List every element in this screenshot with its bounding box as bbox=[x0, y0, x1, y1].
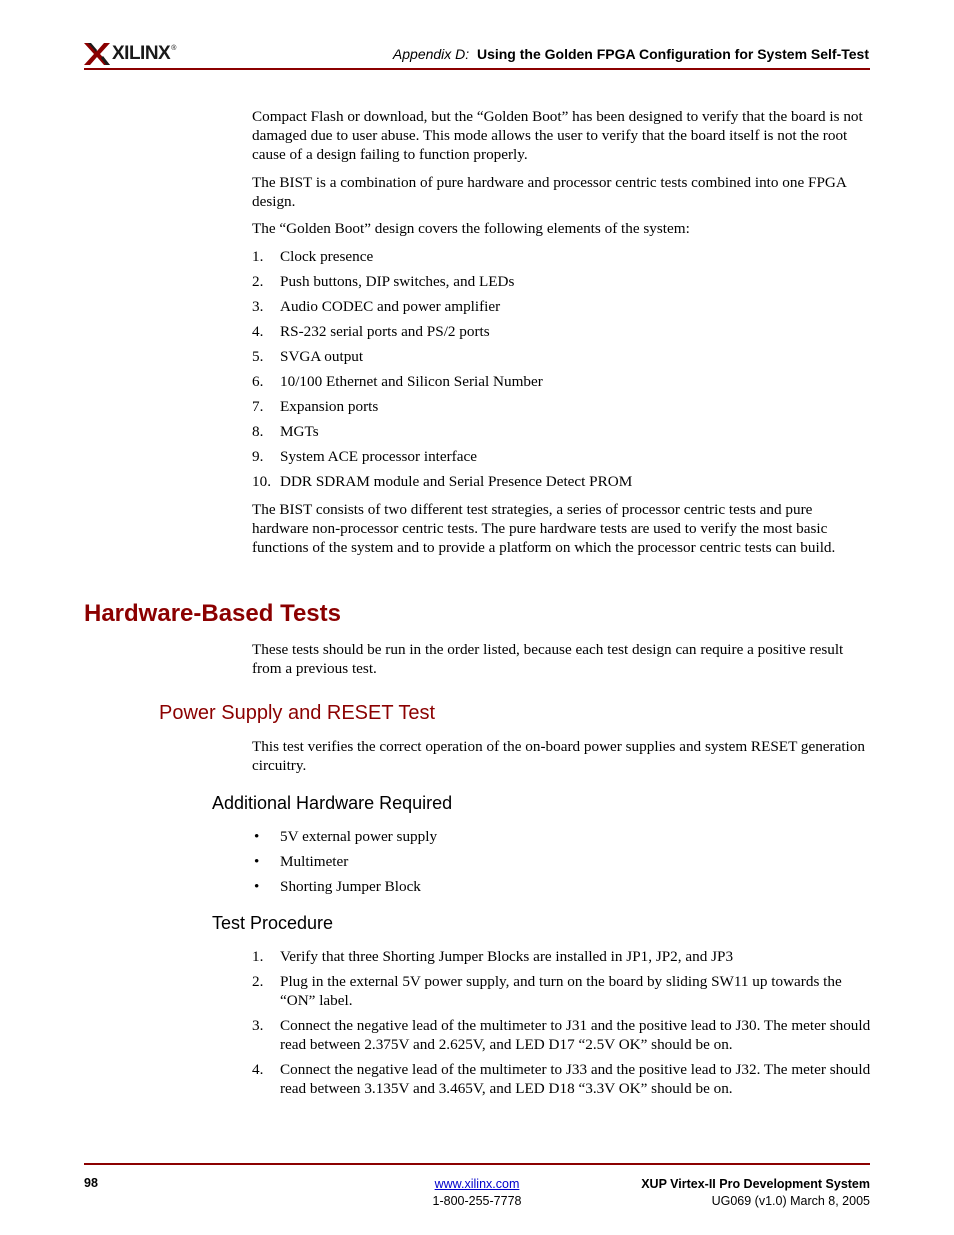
list-number: 1. bbox=[252, 248, 264, 265]
section-title-hardware: Hardware-Based Tests bbox=[84, 600, 341, 627]
list-number: 9. bbox=[252, 448, 264, 465]
xilinx-logo bbox=[84, 41, 194, 67]
intro-paragraph-1 bbox=[252, 107, 870, 164]
list-text: RS-232 serial ports and PS/2 ports bbox=[280, 323, 490, 340]
registered-mark: ® bbox=[171, 44, 177, 52]
list-item bbox=[252, 347, 872, 372]
intro-text-3: The “Golden Boot” design covers the following elements of the system: bbox=[252, 220, 690, 237]
list-item bbox=[252, 827, 852, 852]
power-intro-paragraph bbox=[252, 737, 870, 775]
list-item bbox=[252, 972, 872, 1016]
list-item bbox=[252, 447, 872, 472]
list-item bbox=[252, 1016, 872, 1060]
list-number: 2. bbox=[252, 973, 264, 990]
footer-rule bbox=[84, 1163, 870, 1165]
list-number: 2. bbox=[252, 273, 264, 290]
list-text: Audio CODEC and power amplifier bbox=[280, 298, 501, 315]
list-item bbox=[252, 472, 872, 497]
header-rule bbox=[84, 68, 870, 70]
footer-product bbox=[641, 1176, 870, 1210]
list-text: MGTs bbox=[280, 423, 319, 440]
document-id: UG069 (v1.0) March 8, 2005 bbox=[711, 1194, 870, 1208]
list-text: 10/100 Ethernet and Silicon Serial Number bbox=[280, 373, 543, 390]
list-number: 3. bbox=[252, 1017, 264, 1034]
page-number: 98 bbox=[84, 1176, 98, 1190]
list-text: Clock presence bbox=[280, 248, 374, 265]
list-text: Multimeter bbox=[280, 853, 349, 870]
list-text: SVGA output bbox=[280, 348, 364, 365]
list-item bbox=[252, 272, 872, 297]
list-item bbox=[252, 372, 872, 397]
elements-list bbox=[252, 247, 872, 497]
xilinx-logo-text: XILINX bbox=[112, 43, 171, 64]
list-text: Verify that three Shorting Jumper Blocks are installed in JP1, JP2, and JP3 bbox=[280, 948, 734, 965]
hardware-intro-paragraph bbox=[252, 640, 870, 678]
list-item bbox=[252, 397, 872, 422]
list-text: Connect the negative lead of the multimeter to J31 and the positive lead to J30. The meter should read between 2.375V and 2.625V, and LED D17 “2.5V OK” should be on. bbox=[280, 1017, 871, 1053]
list-text: Push buttons, DIP switches, and LEDs bbox=[280, 273, 515, 290]
intro-text-1: Compact Flash or download, but the “Golden Boot” has been designed to verify that the board is not damaged due to user abuse. This mode allows the user to verify that the board itself is not the root cause of a design failing to function properly. bbox=[252, 108, 863, 163]
list-item bbox=[252, 247, 872, 272]
bullet-glyph: • bbox=[254, 878, 260, 895]
list-item bbox=[252, 1060, 872, 1104]
list-text: Plug in the external 5V power supply, and turn on the board by sliding SW11 up towards the “ON” label. bbox=[280, 973, 842, 1009]
list-item bbox=[252, 297, 872, 322]
list-number: 4. bbox=[252, 323, 264, 340]
chapter-title: Using the Golden FPGA Configuration for System Self-Test bbox=[476, 46, 869, 62]
hardware-list bbox=[252, 827, 852, 902]
list-item bbox=[252, 852, 852, 877]
subsection-title-power: Power Supply and RESET Test bbox=[159, 702, 436, 724]
list-number: 1. bbox=[252, 948, 264, 965]
intro-paragraph-3 bbox=[252, 219, 870, 238]
list-number: 6. bbox=[252, 373, 264, 390]
intro-text-2: The BIST is a combination of pure hardware and processor centric tests combined into one FPGA design. bbox=[252, 174, 847, 210]
intro-paragraph-2 bbox=[252, 173, 870, 211]
list-number: 4. bbox=[252, 1061, 264, 1078]
power-intro-text: This test verifies the correct operation of the on-board power supplies and system RESET generation circuitry. bbox=[252, 738, 865, 774]
bist-paragraph bbox=[252, 500, 870, 557]
list-number: 7. bbox=[252, 398, 264, 415]
list-item bbox=[252, 422, 872, 447]
product-name: XUP Virtex-II Pro Development System bbox=[641, 1177, 870, 1191]
heading-test-procedure: Test Procedure bbox=[212, 913, 334, 933]
appendix-label: Appendix D: bbox=[392, 46, 470, 62]
list-number: 3. bbox=[252, 298, 264, 315]
procedure-list bbox=[252, 947, 872, 1104]
phone-number: 1-800-255-7778 bbox=[432, 1194, 522, 1208]
list-text: Connect the negative lead of the multimeter to J33 and the positive lead to J32. The meter should read between 3.135V and 3.465V, and LED D18 “3.3V OK” should be on. bbox=[280, 1061, 871, 1097]
list-text: DDR SDRAM module and Serial Presence Detect PROM bbox=[280, 473, 633, 490]
footer-contact bbox=[400, 1176, 554, 1210]
heading-additional-hardware: Additional Hardware Required bbox=[212, 793, 453, 813]
list-text: Expansion ports bbox=[280, 398, 379, 415]
website-link[interactable]: www.xilinx.com bbox=[434, 1177, 520, 1191]
running-header bbox=[393, 46, 869, 62]
list-number: 5. bbox=[252, 348, 264, 365]
list-number: 8. bbox=[252, 423, 264, 440]
xilinx-logo-icon bbox=[84, 43, 110, 65]
hardware-intro-text: These tests should be run in the order listed, because each test design can require a positive result from a previous test. bbox=[252, 641, 844, 677]
bist-text: The BIST consists of two different test strategies, a series of processor centric tests and pure hardware non-processor centric tests. The pure hardware tests are used to verify the most basic functions of the system and to provide a platform on which the processor centric tests can build. bbox=[252, 501, 836, 556]
list-text: Shorting Jumper Block bbox=[280, 878, 421, 895]
list-text: 5V external power supply bbox=[280, 828, 438, 845]
list-item bbox=[252, 322, 872, 347]
list-text: System ACE processor interface bbox=[280, 448, 477, 465]
list-number: 10. bbox=[252, 473, 271, 490]
bullet-glyph: • bbox=[254, 853, 260, 870]
bullet-glyph: • bbox=[254, 828, 260, 845]
list-item bbox=[252, 947, 872, 972]
list-item bbox=[252, 877, 852, 902]
